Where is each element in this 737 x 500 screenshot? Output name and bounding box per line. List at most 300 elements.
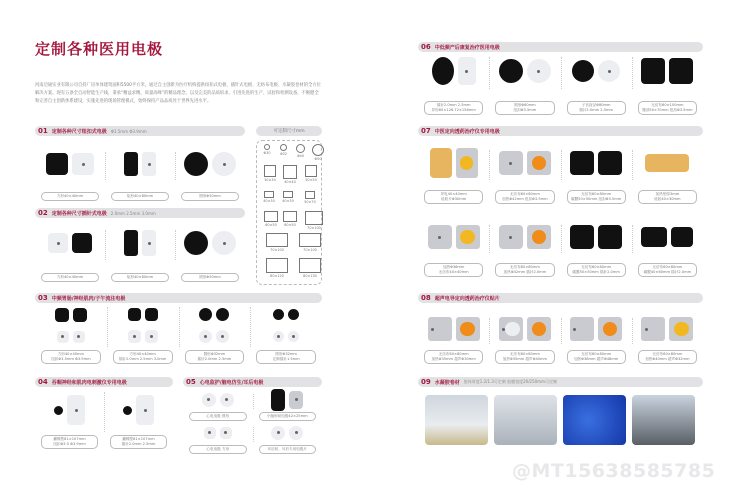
electrode-pad (289, 391, 303, 409)
rect-shape-icon (305, 191, 315, 199)
electrode-pad (142, 152, 156, 176)
section-header-09 (418, 377, 703, 387)
section-title: 定制各种尺寸纽扣式电极 (51, 128, 107, 135)
page-title: 定制各种医用电极 (35, 40, 164, 58)
product-spec-label (638, 350, 697, 364)
spec-line: 无纺布60×80mm (509, 352, 540, 356)
product-image (51, 305, 91, 345)
rect-shape-icon (266, 233, 288, 247)
section-header-07 (418, 126, 703, 136)
product-image (266, 305, 306, 345)
snap-icon (277, 335, 280, 338)
watermark: @MT15638585785 (512, 460, 716, 482)
spec-line: 碳膜50×50mm 插针2.0mm (572, 270, 620, 274)
product-image (418, 223, 489, 251)
divider (489, 150, 490, 180)
product-card (418, 55, 489, 115)
spec-line: 腹部50×70mm 纽扣Φ3.5mm (642, 108, 693, 112)
electrode-pad (428, 225, 452, 249)
gel-disc (532, 156, 546, 170)
section-title: 超声电导定向透药治疗仪贴片 (434, 295, 500, 302)
product-spec-label (567, 101, 626, 115)
product-spec-label (41, 350, 101, 364)
product-card (250, 305, 322, 364)
production-photo (425, 395, 488, 445)
snap-icon (208, 431, 211, 434)
spec-line: 定制插针1.5mm (272, 357, 300, 361)
product-image (175, 150, 245, 178)
electrode-pad (572, 60, 594, 82)
electrode-pad (46, 153, 68, 175)
product-spec-label (424, 101, 483, 115)
product-card (632, 55, 703, 115)
electrode-pad (499, 151, 523, 175)
electrode-pad (212, 152, 236, 176)
electrode-pad (289, 426, 303, 440)
size-value: 80×130 (303, 274, 317, 278)
spec-line: 加热Φ35mm 超声Φ30mm (431, 357, 476, 361)
product-spec-label (495, 263, 554, 277)
snap-icon (465, 70, 468, 73)
circle-shape-icon (264, 144, 270, 150)
product-card (35, 228, 105, 287)
product-image (418, 148, 489, 178)
spec-line: 心电电极 圆形 (206, 414, 230, 418)
gel-disc (532, 230, 546, 244)
gel-disc (603, 322, 617, 336)
snap-icon (148, 242, 151, 245)
size-value: Φ32 (280, 152, 287, 156)
size-option (260, 144, 274, 155)
electrode-pad (142, 230, 156, 256)
electrode-pad (128, 330, 141, 343)
size-value: 40×30 (263, 199, 275, 203)
gel-disc (460, 322, 474, 336)
product-spec-label (113, 350, 173, 364)
product-spec-label (259, 445, 317, 454)
product-image (561, 148, 632, 178)
snap-icon (150, 335, 153, 338)
spec-line: 碳膜50×50mm 纽扣Φ3.5mm (571, 197, 622, 201)
section-header-06 (418, 42, 703, 52)
snap-icon (292, 335, 295, 338)
electrode-pad (204, 427, 216, 439)
spec-line: 加热Φ42mm 纽扣Φ3.5mm (502, 197, 548, 201)
divider (250, 307, 251, 347)
product-image (561, 55, 632, 87)
spec-line: 圆形Φ32mm (203, 352, 226, 356)
electrode-pad (432, 57, 454, 85)
size-value: 70×100 (270, 248, 284, 252)
product-image (50, 390, 90, 430)
electrode-pad (202, 393, 216, 407)
product-image (194, 305, 234, 345)
size-value: Φ30 (263, 151, 271, 155)
electrode-pad (669, 58, 693, 84)
electrode-pad (641, 227, 667, 247)
electrode-pad (288, 331, 299, 342)
snap-icon (82, 163, 85, 166)
product-card (107, 305, 179, 364)
size-option (262, 258, 292, 278)
rect-shape-icon (264, 191, 274, 198)
electrode-pad (527, 225, 551, 249)
electrode-pad (271, 426, 285, 440)
product-image (35, 228, 105, 258)
rect-shape-icon (264, 211, 278, 222)
electrode-pad (212, 231, 236, 255)
snap-icon (509, 236, 512, 239)
product-card (418, 316, 489, 364)
product-card (489, 316, 560, 364)
product-spec-label (111, 273, 169, 282)
product-card (632, 223, 703, 277)
divider (107, 307, 108, 347)
spec-line: 子宫直径Φ80mm (581, 103, 611, 107)
production-photo (494, 395, 557, 445)
electrode-pad (123, 406, 132, 415)
electrode-pad (428, 317, 452, 341)
electrode-pad (669, 317, 693, 341)
spec-line: 异形60×126.72×156mm (431, 108, 476, 112)
product-card (561, 223, 632, 277)
product-image (175, 228, 245, 258)
divider (561, 318, 562, 344)
product-card (175, 150, 245, 206)
divider (253, 427, 254, 442)
product-image (183, 425, 253, 440)
electrode-pad (73, 331, 85, 343)
product-image (632, 148, 703, 178)
spec-line: 插针2.0mm 2.5mm (579, 108, 613, 112)
snap-icon (295, 431, 298, 434)
product-image (418, 55, 489, 87)
size-value: 40×40 (284, 180, 296, 184)
spec-line: 无纺布60×80mm (652, 352, 683, 356)
electrode-pad (55, 308, 69, 322)
product-spec-label (185, 350, 245, 364)
electrode-pad (273, 331, 284, 342)
electrode-pad (199, 308, 212, 321)
spec-line: 耳后贴、耳后专用电极片 (267, 447, 308, 451)
snap-icon (77, 335, 80, 338)
electrode-pad (288, 309, 299, 320)
product-spec-label (110, 435, 167, 449)
spec-line: 导电40×40mm (440, 192, 467, 196)
spec-line: 方形40×40mm (129, 352, 156, 356)
size-value: 50×70 (304, 200, 316, 204)
snap-icon (295, 398, 298, 401)
size-value: 70×100 (303, 248, 317, 252)
product-card (175, 228, 245, 287)
product-card (179, 305, 251, 364)
product-image (123, 305, 163, 345)
electrode-pad (54, 406, 63, 415)
snap-icon (133, 335, 136, 338)
electrode-pad (641, 58, 665, 84)
electrode-pad (456, 148, 478, 178)
spec-line: 方形40×40mm (57, 352, 85, 356)
section-number: 06 (421, 43, 431, 51)
electrode-pad (199, 330, 212, 343)
electrode-pad (124, 230, 138, 256)
electrode-pad (598, 151, 622, 175)
electrode-pad (57, 331, 69, 343)
section-number: 07 (421, 127, 431, 135)
gel-disc (460, 230, 474, 244)
product-spec-label (638, 263, 697, 277)
snap-icon (144, 409, 147, 412)
electrode-pad (136, 395, 154, 425)
product-card (489, 55, 560, 115)
size-option (301, 211, 327, 230)
product-card (489, 148, 560, 204)
snap-icon (148, 163, 151, 166)
divider (489, 225, 490, 253)
section-number: 01 (38, 127, 48, 135)
section-header-08 (418, 293, 703, 303)
product-card (561, 55, 632, 115)
snap-icon (509, 162, 512, 165)
size-value: 50×50 (305, 178, 317, 182)
product-card (183, 425, 253, 459)
section-title: 吞咽神经和肌肉电刺激仪专用电极 (51, 379, 127, 386)
gel-disc (674, 322, 688, 336)
spec-line: 加热Φ36mm (442, 265, 465, 269)
product-spec-label (638, 190, 697, 204)
divider (253, 394, 254, 409)
product-image (561, 223, 632, 251)
product-image (105, 150, 175, 178)
spec-line: 无纺布60×80mm (581, 192, 612, 196)
section-header-02 (35, 208, 245, 218)
spec-line: 矩形40×80mm (126, 194, 154, 198)
size-value: Φ50 (314, 157, 322, 161)
product-spec-label (495, 101, 554, 115)
custom-sizes-label: 可定制尺寸mm (256, 126, 322, 136)
electrode-pad (73, 308, 87, 322)
size-value: 70×100 (307, 226, 321, 230)
product-card (105, 150, 175, 206)
electrode-pad (216, 308, 229, 321)
size-option (276, 144, 291, 156)
size-option (295, 258, 325, 278)
snap-icon (537, 70, 540, 73)
divider (561, 150, 562, 180)
section-subtitle: 2.0mm 2.5mm 3.0mm (110, 210, 156, 216)
product-image (489, 223, 560, 251)
circle-shape-icon (280, 144, 287, 151)
product-card (35, 390, 104, 449)
spec-line: 插针2.0mm 2.5mm (197, 357, 232, 361)
product-image (489, 55, 560, 87)
spec-line: 硅胶40×30mm (654, 197, 681, 201)
product-card (632, 148, 703, 204)
size-value: Φ40 (297, 154, 304, 158)
electrode-pad (48, 233, 68, 253)
spec-line: 矩形40×80mm (126, 275, 154, 279)
product-image (632, 55, 703, 87)
snap-icon (438, 236, 441, 239)
section-number: 09 (421, 378, 431, 386)
divider (489, 57, 490, 89)
spec-line: 插针2.0mm 2.5mm (436, 103, 471, 107)
spec-line: 圆形Φ60mm (514, 103, 536, 107)
size-value: 60×50 (265, 223, 277, 227)
electrode-pad (499, 59, 523, 83)
production-photo (563, 395, 626, 445)
electrode-pad (570, 225, 594, 249)
product-spec-label (189, 412, 247, 421)
divider (632, 57, 633, 89)
rect-shape-icon (283, 165, 297, 179)
product-card (35, 150, 105, 206)
spec-line: 小脑形贴电极42×25mm (266, 414, 308, 418)
size-value: 30×30 (264, 178, 276, 182)
spec-line: 加热垫厚3mm (655, 192, 680, 196)
product-image (489, 316, 560, 342)
section-header-01 (35, 126, 245, 136)
electrode-pad (598, 60, 620, 82)
product-card (418, 148, 489, 204)
electrode-pad (598, 317, 622, 341)
section-number: 03 (38, 294, 48, 302)
product-card (561, 148, 632, 204)
size-option (279, 191, 297, 203)
electrode-pad (458, 57, 476, 85)
electrode-pad (145, 330, 158, 343)
product-spec-label (111, 192, 169, 201)
size-value: 80×120 (270, 274, 284, 278)
divider (489, 318, 490, 344)
divider (105, 230, 106, 260)
product-image (253, 392, 323, 407)
snap-icon (221, 335, 224, 338)
electrode-pad (598, 225, 622, 249)
size-option (262, 233, 292, 252)
section-title: 中低频产后康复治疗医用电极 (434, 44, 500, 51)
product-card (632, 316, 703, 364)
spec-line: 碳膜40×60mm 插针2.0mm (643, 270, 692, 274)
spec-line: 无纺布60×100mm (651, 103, 684, 107)
product-spec-label (181, 192, 239, 201)
section-title: 中频胃肠/神经肌肉/子午流注电极 (51, 295, 126, 302)
section-number: 08 (421, 294, 431, 302)
product-spec-label (189, 445, 247, 454)
product-spec-label (41, 273, 99, 282)
rect-shape-icon (264, 165, 276, 177)
gel-disc (505, 322, 519, 336)
divider (632, 318, 633, 344)
custom-sizes-panel (256, 140, 322, 285)
divider (105, 152, 106, 180)
product-spec-label (181, 273, 239, 282)
electrode-pad (273, 309, 284, 320)
product-image (632, 223, 703, 251)
product-image (632, 316, 703, 342)
electrode-pad (641, 317, 665, 341)
size-option (301, 165, 321, 182)
electrode-pad (527, 317, 551, 341)
size-option (292, 144, 309, 158)
section-title: 定制各种尺寸插针式电极 (51, 210, 107, 217)
product-image (183, 392, 253, 407)
snap-icon (57, 242, 60, 245)
divider (632, 150, 633, 180)
product-spec-label (424, 190, 483, 204)
size-option (295, 233, 325, 252)
snap-icon (277, 431, 280, 434)
electrode-pad (570, 151, 594, 175)
spec-line: 插针2.0mm 2.5mm 3.0mm (118, 357, 167, 361)
electrode-pad (220, 393, 234, 407)
electrode-pad (527, 151, 551, 175)
divider (179, 307, 180, 347)
size-option (279, 211, 301, 227)
section-number: 05 (186, 378, 196, 386)
company-intro: 河南迈通实业有限公司自持厂房单体建筑面积5500平方米，通过自主创新为医疗机构提供纽扣式电极、插针式电极、无纺布电极、水凝胶卷材的全方位解决方案。现有五条全自动智能生产线，秉承“精益求精，质量高峰”的精品理念，以及完美的品质诉求，引进先进的生产、试验和检测设备，不断健全和完善自主创新体系建设，实施先进的现场管理模式，始终保持产品品质处于世界先进水平。 (35, 83, 321, 104)
product-spec-label (256, 350, 316, 364)
product-spec-label (567, 263, 626, 277)
divider (561, 225, 562, 253)
gel-disc (434, 322, 448, 336)
spec-line: 硅胶片Φ30mm (441, 197, 467, 201)
spec-line: 圆形Φ32mm (275, 352, 297, 356)
snap-icon (223, 163, 226, 166)
spec-line: 无纺布60×80mm (581, 352, 612, 356)
spec-line: 加热Φ38mm 超声Φ48mm (573, 357, 619, 361)
spec-line: 圆形Φ50mm (199, 194, 221, 198)
size-option (279, 165, 301, 184)
electrode-pad (220, 427, 232, 439)
product-card (104, 390, 173, 449)
electrode-pad (456, 225, 480, 249)
electrode-pad (72, 233, 92, 253)
electrode-pad (72, 153, 94, 175)
rect-shape-icon (283, 211, 297, 222)
gel-disc (460, 156, 473, 169)
product-image (489, 148, 560, 178)
electrode-pad (145, 308, 158, 321)
product-spec-label (259, 412, 317, 421)
product-image (253, 425, 323, 440)
spec-line: 方形40×40mm (56, 194, 84, 198)
divider (175, 152, 176, 180)
section-header-05 (183, 377, 322, 387)
section-title: 心电监护/脑电仿生/耳后电极 (199, 379, 264, 386)
electrode-pad (499, 225, 523, 249)
snap-icon (61, 335, 64, 338)
circle-shape-icon (312, 144, 324, 156)
rect-shape-icon (299, 258, 321, 273)
product-card (253, 425, 323, 459)
spec-line: 无纺布60×80mm (438, 352, 469, 356)
spec-line: 纽扣Φ3.5mm (513, 108, 537, 112)
electrode-pad (67, 395, 85, 425)
product-image (119, 390, 159, 430)
snap-icon (608, 70, 611, 73)
section-header-04 (35, 377, 173, 387)
rect-shape-icon (266, 258, 288, 273)
spec-line: 插针2.0mm 2.5mm (121, 442, 156, 446)
electrode-pad (128, 308, 141, 321)
snap-icon (224, 431, 227, 434)
spec-line: 加热Φ40mm 超声Φ32mm (645, 357, 690, 361)
product-spec-label (638, 101, 697, 115)
divider (632, 225, 633, 253)
section-title: 水凝胶卷材 (434, 379, 460, 386)
product-spec-label (41, 192, 99, 201)
